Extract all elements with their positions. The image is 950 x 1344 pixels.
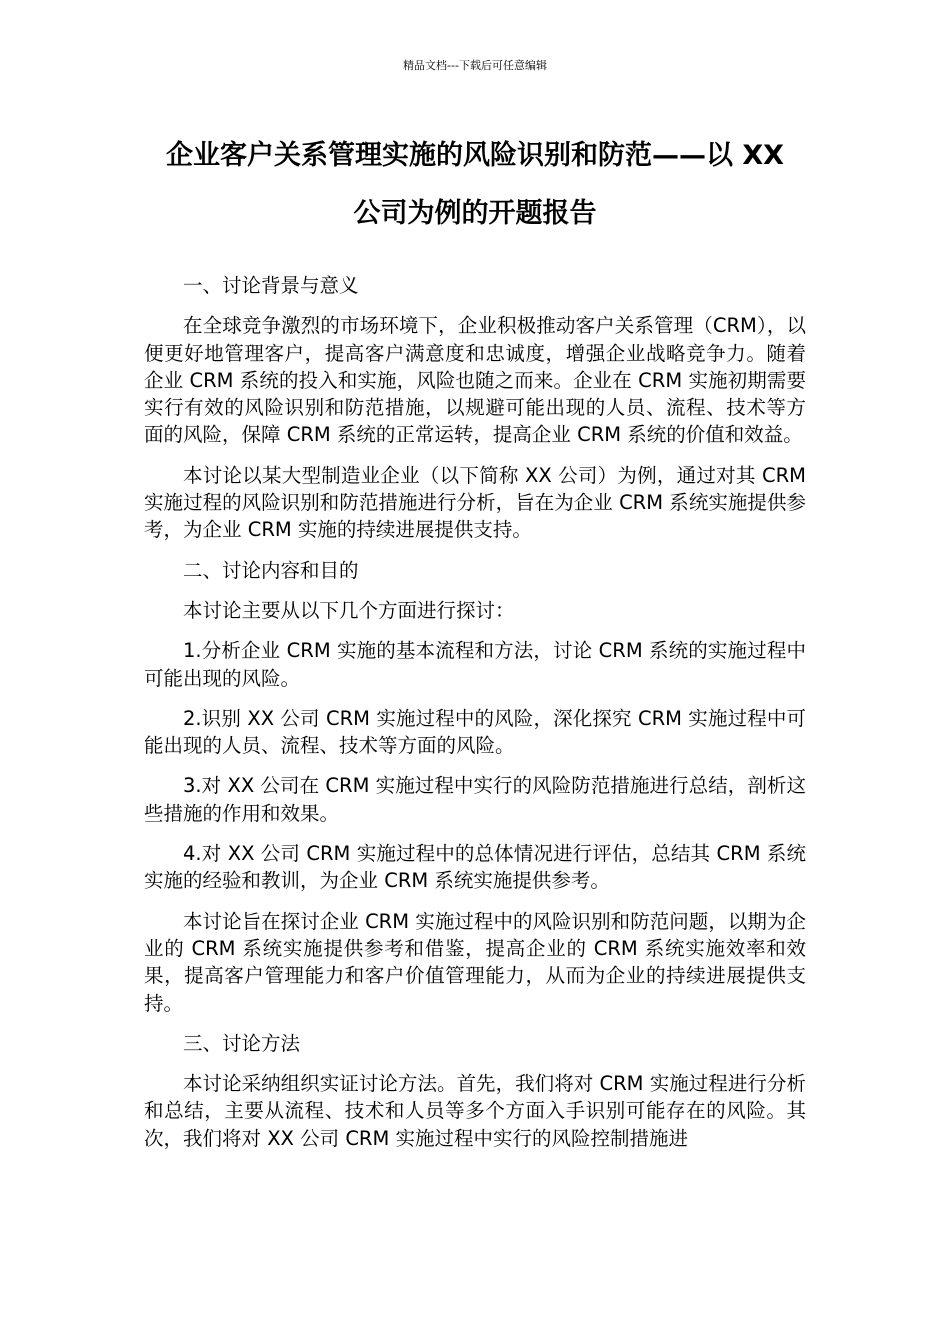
header-note: 精品文档---下载后可任意编辑 bbox=[403, 59, 547, 72]
paragraph-background: 在全球竞争激烈的市场环境下，企业积极推动客户关系管理（CRM），以便更好地管理客户，提高客户满意度和忠诚度，增强企业战略竞争力。随着企业 CRM 系统的投入和实施，风险也随之而来。企业在 CRM 实施初期需要实行有效的风险识别和防范措施，以规避可能出现的人员、流程、技术等方面的风险，保障 CRM 系统的正常运转，提高企业 CRM 系统的价值和效益。 bbox=[144, 314, 806, 447]
section-heading-background: 一、讨论背景与意义 bbox=[183, 274, 359, 297]
section-heading-method: 三、讨论方法 bbox=[183, 1031, 301, 1055]
document-body bbox=[144, 272, 806, 1165]
list-item-2: 2.识别 XX 公司 CRM 实施过程中的风险，深化探究 CRM 实施过程中可能出现的人员、流程、技术等方面的风险。 bbox=[144, 706, 806, 758]
list-item-1: 1.分析企业 CRM 实施的基本流程和方法，讨论 CRM 系统的实施过程中可能出现的风险。 bbox=[144, 639, 806, 690]
paragraph-case-intro: 本讨论以某大型制造业企业（以下简称 XX 公司）为例，通过对其 CRM 实施过程的风险识别和防范措施进行分析，旨在为企业 CRM 系统实施提供参考，为企业 CRM 实施的持续进展提供支持。 bbox=[144, 463, 806, 542]
document-title-line-2: 公司为例的开题报告 bbox=[353, 198, 597, 229]
list-item-4: 4.对 XX 公司 CRM 实施过程中的总体情况进行评估，总结其 CRM 系统实施的经验和教训，为企业 CRM 系统实施提供参考。 bbox=[144, 842, 806, 893]
list-item-3: 3.对 XX 公司在 CRM 实施过程中实行的风险防范措施进行总结，剖析这些措施的作用和效果。 bbox=[144, 774, 806, 825]
paragraph-method: 本讨论采纳组织实证讨论方法。首先，我们将对 CRM 实施过程进行分析和总结，主要从流程、技术和人员等多个方面入手识别可能存在的风险。其次，我们将对 XX 公司 CRM 实施过程中实行的风险控制措施进 bbox=[144, 1072, 806, 1150]
paragraph-content-intro: 本讨论主要从以下几个方面进行探讨： bbox=[183, 598, 515, 622]
document-title-line-1: 企业客户关系管理实施的风险识别和防范——以 XX bbox=[165, 140, 785, 171]
paragraph-purpose: 本讨论旨在探讨企业 CRM 实施过程中的风险识别和防范问题，以期为企业的 CRM 系统实施提供参考和借鉴，提高企业的 CRM 系统实施效率和效果，提高客户管理能力和客户价值管理能力，从而为企业的持续进展提供支持。 bbox=[144, 909, 806, 1015]
section-heading-content: 二、讨论内容和目的 bbox=[183, 558, 359, 582]
